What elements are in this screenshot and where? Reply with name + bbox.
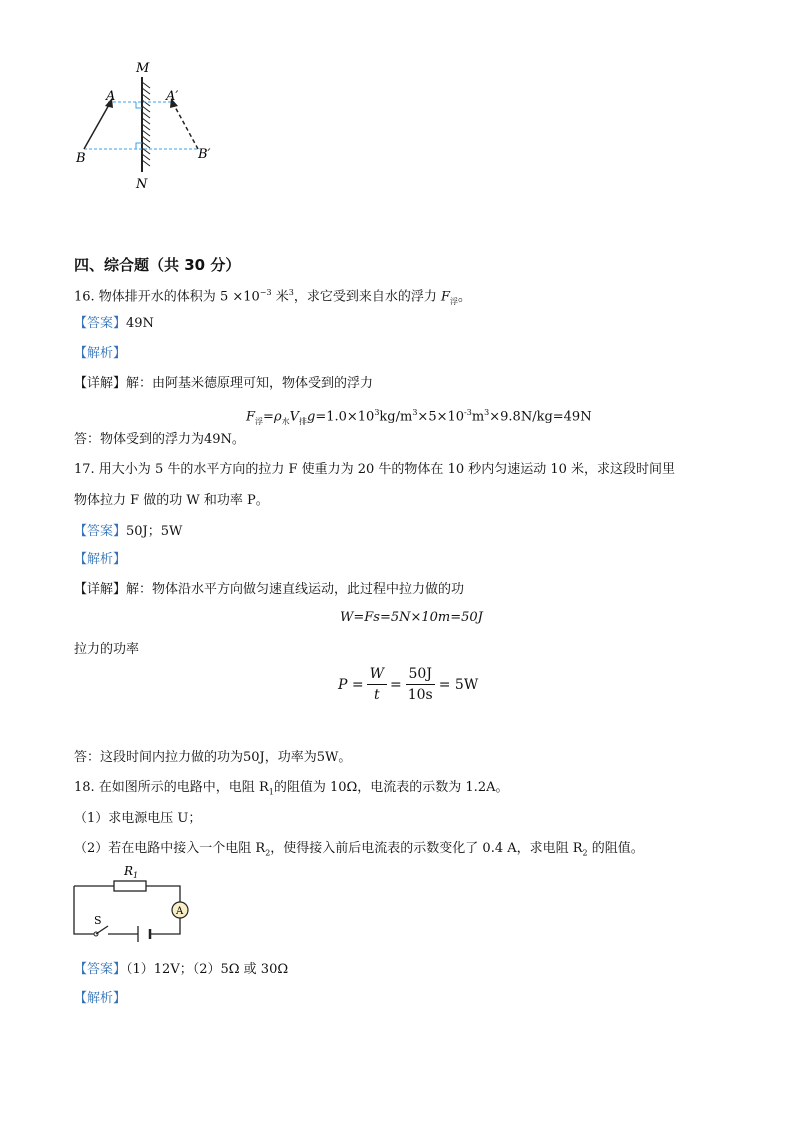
circuit-diagram [66, 862, 196, 947]
section-title: 四、综合题（共 30 分） [74, 256, 241, 274]
mirror-diagram [70, 60, 240, 200]
q17-question-line1: 17. 用大小为 5 牛的水平方向的拉力 F 使重力为 20 牛的物体在 10 秒内匀速运动 10 米，求这段时间里 [74, 462, 676, 477]
image-arrow [174, 105, 198, 149]
wire-right [150, 918, 180, 934]
q16-analysis-tag: 【解析】 [74, 346, 127, 361]
label-n: N [136, 177, 148, 192]
q17-power-formula: P = $\frac{W}{t}$ = $\frac{50J}{10s}$ = 5W [338, 666, 479, 703]
q16-question: 16. 物体排开水的体积为 $5 \times 10^{-3}$ 米$^3$，求它受到来自水的浮力 $F_浮$。 [74, 288, 471, 306]
q18-part2: （2）若在电路中接入一个电阻 $R_2$，使得接入前后电流表的示数变化了 0.4 A，求电阻 $R_2$ 的阻值。 [74, 841, 644, 858]
q16-detail: 【详解】解：由阿基米德原理可知，物体受到的浮力 [74, 376, 374, 391]
mirror-hatching [142, 82, 150, 166]
ammeter-label: A [176, 906, 184, 917]
fraction-w-over-t: $\frac{W}{t}$ [367, 664, 387, 705]
wire-left [74, 886, 94, 934]
label-b-prime: B′ [198, 147, 211, 162]
resistor-label: $R_1$ [124, 864, 139, 880]
q18-part1: （1）求电源电压 U； [74, 811, 202, 826]
q16-answer: 【答案】49N [74, 316, 154, 331]
q17-power-label: 拉力的功率 [74, 642, 140, 657]
q17-analysis-tag: 【解析】 [74, 552, 127, 567]
label-b: B [76, 151, 86, 166]
q18-analysis-tag: 【解析】 [74, 991, 127, 1006]
wire-top-right [146, 886, 180, 902]
q17-question-line2: 物体拉力 F 做的功 W 和功率 P。 [74, 493, 269, 508]
label-m: M [136, 61, 150, 76]
object-arrow [84, 103, 110, 149]
resistor-r1 [114, 881, 146, 891]
q18-answer: 【答案】（1）12V；（2）5Ω 或 30Ω [74, 962, 289, 977]
q17-detail: 【详解】解：物体沿水平方向做匀速直线运动，此过程中拉力做的功 [74, 582, 465, 597]
q17-work-formula: W=Fs=5N×10m=50J [340, 610, 483, 625]
q16-conclusion: 答：物体受到的浮力为49N。 [74, 432, 245, 447]
q18-question: 18. 在如图所示的电路中，电阻 $R_1$的阻值为 10Ω，电流表的示数为 1.2A。 [74, 780, 509, 797]
q17-answer: 【答案】50J；5W [74, 524, 183, 539]
switch-blade [96, 926, 108, 934]
switch-label: S [94, 914, 102, 927]
label-a-prime: A′ [166, 89, 179, 104]
fraction-50j-over-10s: $\frac{50J}{10s}$ [405, 664, 436, 705]
label-a: A [106, 89, 116, 104]
q16-formula: $F_浮=\rho_水V_排g=1.0\times 10^3kg/m^3\times 5\times 10^{-3}m^3\times 9.8N/kg=49N$ [246, 408, 592, 426]
q17-conclusion: 答：这段时间内拉力做的功为50J，功率为5W。 [74, 750, 352, 765]
